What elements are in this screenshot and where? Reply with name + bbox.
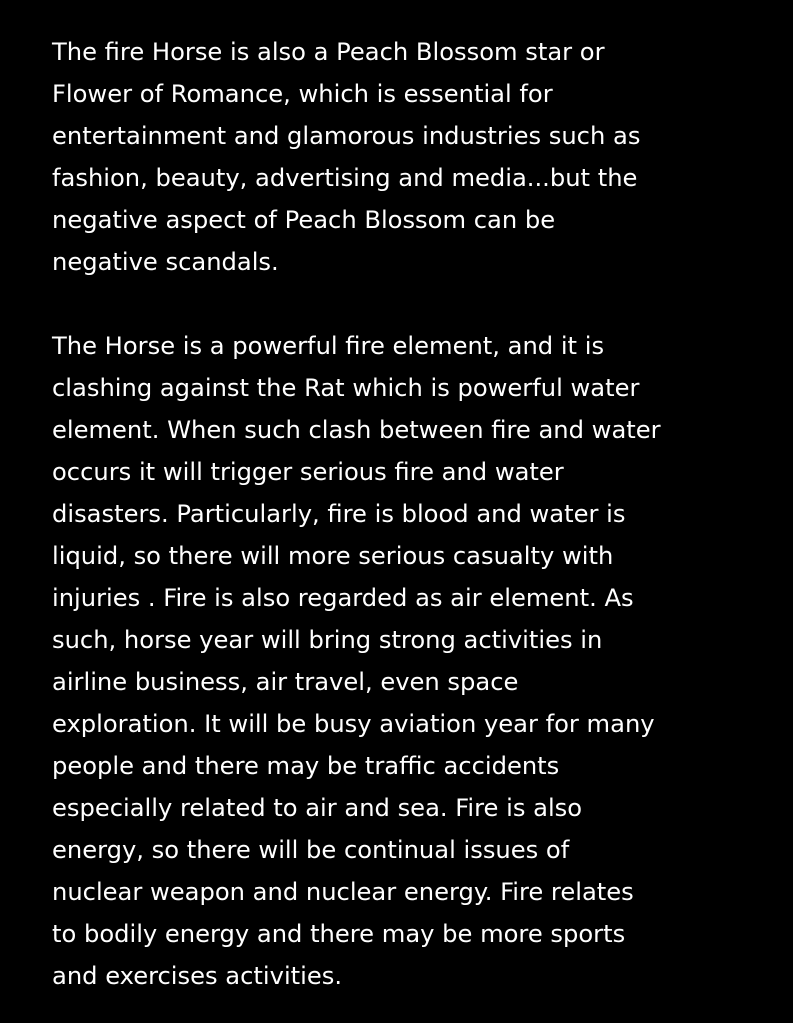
text-line: to bodily energy and there may be more sports [52, 920, 626, 948]
text-line: disasters. Particularly, fire is blood and water is [52, 500, 626, 528]
text-line: people and there may be traffic accidents [52, 752, 560, 780]
text-line: exploration. It will be busy aviation year for many [52, 710, 655, 738]
text-line: negative scandals. [52, 248, 279, 276]
text-line: injuries . Fire is also regarded as air element. As [52, 584, 634, 612]
text-line: entertainment and glamorous industries such as [52, 122, 641, 150]
text-line: element. When such clash between fire and water [52, 416, 661, 444]
text-line: The fire Horse is also a Peach Blossom star or [52, 38, 605, 66]
text-line: such, horse year will bring strong activities in [52, 626, 603, 654]
text-line: and exercises activities. [52, 962, 343, 990]
paragraph-horse-fire-element [52, 325, 752, 997]
text-line: Flower of Romance, which is essential for [52, 80, 553, 108]
text-line: especially related to air and sea. Fire is also [52, 794, 583, 822]
text-line: liquid, so there will more serious casualty with [52, 542, 614, 570]
text-line: occurs it will trigger serious fire and water [52, 458, 564, 486]
text-line: negative aspect of Peach Blossom can be [52, 206, 556, 234]
text-line: nuclear weapon and nuclear energy. Fire relates [52, 878, 634, 906]
text-line: fashion, beauty, advertising and media...but the [52, 164, 638, 192]
note-text-body [52, 31, 752, 997]
text-line: The Horse is a powerful fire element, and it is [52, 332, 605, 360]
text-line: airline business, air travel, even space [52, 668, 519, 696]
paragraph-peach-blossom [52, 31, 752, 283]
text-line: energy, so there will be continual issues of [52, 836, 570, 864]
text-line: clashing against the Rat which is powerful water [52, 374, 640, 402]
